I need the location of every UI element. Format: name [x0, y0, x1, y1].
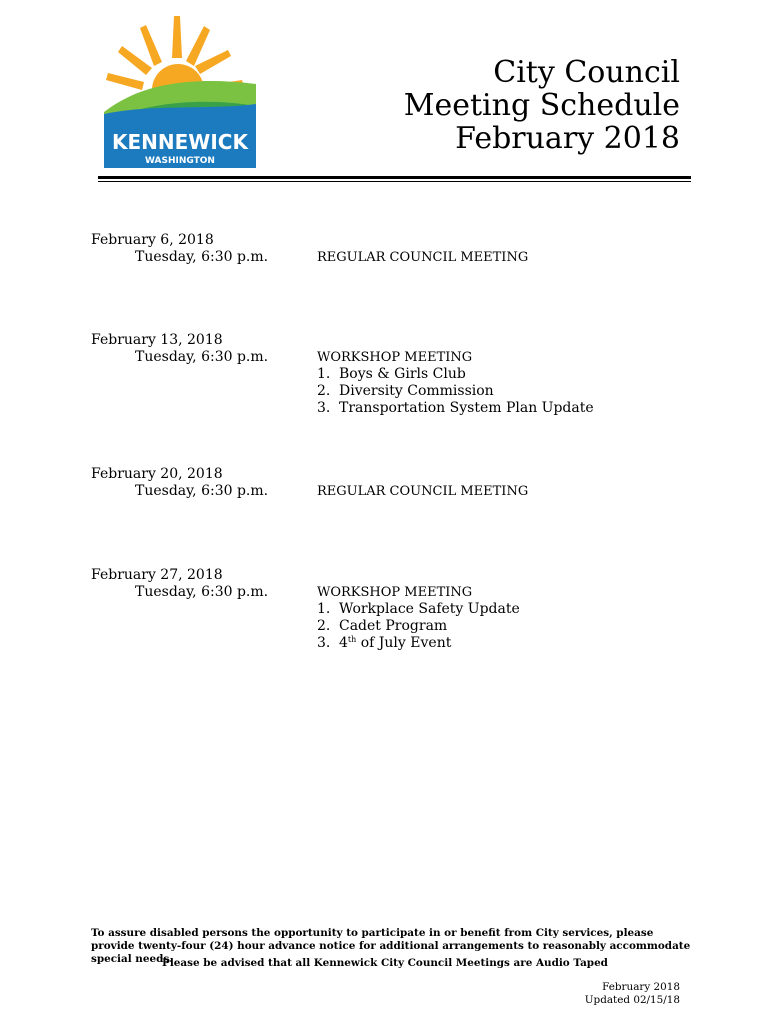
- agenda-item: [317, 601, 520, 618]
- agenda-item-number: 2.: [317, 618, 331, 634]
- meeting-date: February 20, 2018: [91, 466, 223, 482]
- agenda-item: [317, 366, 594, 383]
- agenda-item-text: Diversity Commission: [339, 383, 494, 399]
- agenda-item-text: Boys & Girls Club: [339, 366, 466, 382]
- agenda-item-text: Transportation System Plan Update: [339, 400, 594, 416]
- meeting-type: WORKSHOP MEETING: [317, 585, 473, 600]
- agenda-item-text-sup: th: [347, 635, 357, 644]
- meeting-type: REGULAR COUNCIL MEETING: [317, 250, 529, 265]
- meeting-time: Tuesday, 6:30 p.m.: [135, 584, 269, 600]
- document-title: [404, 56, 680, 155]
- agenda-item-number: 3.: [317, 635, 331, 651]
- header-divider-thick: [98, 176, 691, 179]
- agenda-item-number: 1.: [317, 366, 331, 382]
- agenda-item-text: Workplace Safety Update: [339, 601, 520, 617]
- meeting-type: WORKSHOP MEETING: [317, 350, 473, 365]
- agenda-list: [317, 366, 594, 417]
- agenda-item-number: 2.: [317, 383, 331, 399]
- revision-info: [585, 981, 680, 1007]
- logo-city: KENNEWICK: [112, 130, 248, 154]
- agenda-item-number: 3.: [317, 400, 331, 416]
- agenda-item-text-post: of July Event: [356, 635, 452, 651]
- meeting-time: Tuesday, 6:30 p.m.: [135, 349, 269, 365]
- agenda-item: [317, 400, 594, 417]
- meeting-time: Tuesday, 6:30 p.m.: [135, 483, 269, 499]
- revision-month: February 2018: [602, 981, 680, 993]
- agenda-item-text-pre: 4: [339, 635, 348, 651]
- meeting-type: REGULAR COUNCIL MEETING: [317, 484, 529, 499]
- agenda-item: [317, 383, 594, 400]
- kennewick-logo: [100, 14, 260, 170]
- meeting-date: February 27, 2018: [91, 567, 223, 583]
- title-line-2: Meeting Schedule: [403, 88, 680, 123]
- agenda-item: [317, 618, 520, 635]
- title-line-1: City Council: [493, 55, 680, 90]
- agenda-item-number: 1.: [317, 601, 331, 617]
- header-divider-thin: [98, 181, 691, 182]
- accessibility-notice: To assure disabled persons the opportunity to participate in or benefit from City services, please provide twenty-four (24) hour advance notice for additional arrangements to reasonably accommodate special needs.: [91, 927, 691, 965]
- meeting-time: Tuesday, 6:30 p.m.: [135, 249, 269, 265]
- meeting-date: February 13, 2018: [91, 332, 223, 348]
- audio-notice: Please be advised that all Kennewick City Council Meetings are Audio Taped: [162, 957, 608, 969]
- meeting-date: February 6, 2018: [91, 232, 214, 248]
- revision-updated: Updated 02/15/18: [584, 994, 680, 1006]
- logo-state: WASHINGTON: [145, 156, 215, 166]
- sun-hill-icon: [100, 14, 260, 170]
- agenda-list: [317, 601, 520, 652]
- agenda-item-text: Cadet Program: [339, 618, 448, 634]
- title-line-3: February 2018: [455, 121, 680, 156]
- agenda-item: [317, 635, 520, 652]
